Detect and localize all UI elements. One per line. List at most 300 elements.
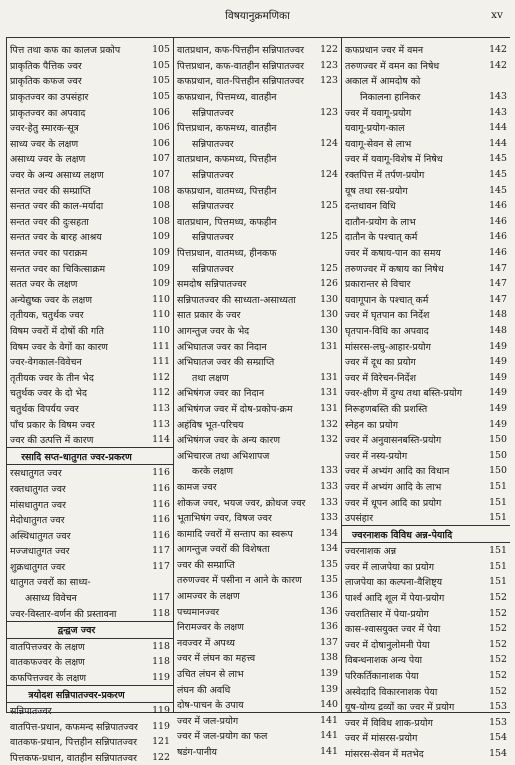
entry-title xyxy=(174,199,314,212)
entry-page-number: 145 xyxy=(489,169,507,181)
index-entry xyxy=(174,214,341,230)
index-entry xyxy=(342,652,510,668)
index-entry xyxy=(7,719,173,735)
entry-page-number: 149 xyxy=(489,402,507,414)
index-entry xyxy=(7,496,173,512)
index-entry xyxy=(174,338,341,354)
index-entry xyxy=(174,588,341,604)
index-column-1 xyxy=(7,38,174,765)
index-entry xyxy=(342,385,510,401)
entry-title xyxy=(174,542,314,555)
entry-title xyxy=(174,605,314,618)
entry-title xyxy=(174,402,314,415)
entry-title-text: अभिषंगज ज्वर के अन्य कारण xyxy=(177,435,280,447)
index-entry xyxy=(7,136,173,152)
entry-title xyxy=(174,620,314,633)
entry-title-text: तरुणज्वर में पसीना न आने के कारण xyxy=(177,575,302,587)
index-entry xyxy=(7,465,173,481)
entry-title xyxy=(174,496,314,509)
entry-page-number: 147 xyxy=(489,293,507,305)
entry-title-text: ज्वर में विविध शाक-प्रयोग xyxy=(345,717,433,729)
entry-title xyxy=(7,751,146,764)
index-entry xyxy=(174,385,341,401)
index-entry xyxy=(174,260,341,276)
entry-title-text: शोकज ज्वर, भयज ज्वर, क्रोधज ज्वर xyxy=(177,497,306,509)
index-entry xyxy=(7,323,173,339)
index-entry xyxy=(342,198,510,214)
entry-title-text: कफप्रधान ज्वर में वमन xyxy=(345,45,424,57)
index-entry xyxy=(7,292,173,308)
index-column-2 xyxy=(174,38,342,759)
index-entry xyxy=(342,323,510,339)
entry-title-text: ज्वर में जल-प्रयोग xyxy=(177,715,239,727)
section-heading xyxy=(7,622,173,639)
entry-title xyxy=(7,59,146,72)
entry-page-number: 123 xyxy=(320,106,338,118)
index-entry xyxy=(174,89,341,105)
entry-title xyxy=(342,607,483,620)
index-entry xyxy=(7,73,173,89)
entry-title-text: उपसंहार xyxy=(345,513,374,525)
entry-page-number: 147 xyxy=(489,278,507,290)
entry-title xyxy=(342,246,483,259)
entry-title xyxy=(7,704,146,717)
entry-page-number: 131 xyxy=(320,371,338,383)
entry-page-number: 110 xyxy=(152,293,170,305)
index-entry xyxy=(342,590,510,606)
entry-page-number: 131 xyxy=(320,402,338,414)
entry-page-number: 114 xyxy=(152,434,170,446)
entry-page-number: 108 xyxy=(152,184,170,196)
index-entry xyxy=(174,463,341,479)
index-entry xyxy=(342,559,510,575)
entry-page-number: 137 xyxy=(320,636,338,648)
entry-title xyxy=(7,137,146,150)
entry-title xyxy=(7,513,146,526)
entry-title-text: प्रकारान्तर से विचार xyxy=(345,279,411,291)
entry-title-text: कास-श्वासयुक्त ज्वर में पेया xyxy=(345,624,441,636)
index-entry xyxy=(342,229,510,245)
entry-page-number: 132 xyxy=(320,434,338,446)
entry-title-text: अभिषंगज ज्वर का निदान xyxy=(177,388,265,400)
entry-title xyxy=(342,747,483,760)
index-entry xyxy=(342,104,510,120)
entry-title-text: वातप्रधान, कफ-पित्तहीन सन्निपातज्वर xyxy=(177,45,304,57)
entry-title-text: ज्वर में मांसरस-प्रयोग xyxy=(345,733,418,745)
entry-page-number: 107 xyxy=(152,153,170,165)
entry-page-number: 116 xyxy=(152,482,170,494)
entry-title xyxy=(174,121,314,134)
entry-title-text: शुक्रधातुगत ज्वर xyxy=(10,561,66,573)
entry-page-number: 151 xyxy=(489,545,507,557)
entry-title xyxy=(174,184,314,197)
entry-title xyxy=(342,152,483,165)
entry-page-number: 151 xyxy=(489,576,507,588)
index-entry xyxy=(7,42,173,58)
entry-title-text: तथा लक्षण xyxy=(192,372,229,384)
entry-title-text: सन्निपातज्वर xyxy=(192,170,234,182)
entry-title xyxy=(342,184,483,197)
entry-title-text: उचित लंघन से लाभ xyxy=(177,669,244,681)
index-entry xyxy=(174,73,341,89)
entry-title xyxy=(342,308,483,321)
index-entry xyxy=(174,292,341,308)
entry-page-number: 141 xyxy=(320,714,338,726)
index-entry xyxy=(342,338,510,354)
entry-page-number: 117 xyxy=(152,592,170,604)
entry-title xyxy=(342,402,483,415)
index-entry xyxy=(174,479,341,495)
index-entry xyxy=(7,229,173,245)
index-entry xyxy=(342,354,510,370)
index-entry xyxy=(7,354,173,370)
entry-title-text: प्राकृतिक कफज ज्वर xyxy=(10,76,82,88)
entry-title xyxy=(7,324,146,337)
entry-title-text: ज्वर में घृतपान का निर्देश xyxy=(345,310,430,322)
entry-title xyxy=(342,371,483,384)
entry-title xyxy=(342,511,483,524)
entry-title-text: यूष-योग्य द्रव्यों का ज्वर में प्रयोग xyxy=(345,702,455,714)
entry-title xyxy=(174,355,314,368)
index-entry xyxy=(342,510,510,527)
entry-title-text: दन्तधावन विधि xyxy=(345,201,396,213)
entry-title-text: कामादि ज्वरों में सन्ताप का स्वरूप xyxy=(177,528,293,540)
entry-title-text: तरुणज्वर में वमन का निषेध xyxy=(345,60,440,72)
entry-title xyxy=(7,482,146,495)
entry-title xyxy=(174,480,314,493)
entry-page-number: 113 xyxy=(152,402,170,414)
index-entry xyxy=(342,401,510,417)
index-entry xyxy=(342,605,510,621)
entry-title xyxy=(174,168,314,181)
entry-title-text: आमज्वर के लक्षण xyxy=(177,591,240,603)
entry-title xyxy=(342,464,483,477)
entry-page-number: 152 xyxy=(489,623,507,635)
entry-page-number: 121 xyxy=(152,736,170,748)
entry-page-number: 138 xyxy=(320,652,338,664)
entry-title xyxy=(174,215,314,228)
entry-page-number: 123 xyxy=(320,59,338,71)
entry-page-number: 139 xyxy=(320,683,338,695)
entry-title xyxy=(7,591,146,604)
index-entry xyxy=(7,151,173,167)
entry-title-text: सन्तत ज्वर का पराक्रम xyxy=(10,248,88,260)
index-entry xyxy=(7,214,173,230)
index-entry xyxy=(342,151,510,167)
index-entry xyxy=(7,512,173,528)
entry-title xyxy=(174,667,314,680)
entry-title-text: ज्वर में अभ्यंग आदि का विधान xyxy=(345,466,450,478)
entry-title xyxy=(342,638,483,651)
entry-page-number: 108 xyxy=(152,200,170,212)
entry-page-number: 106 xyxy=(152,137,170,149)
entry-title xyxy=(174,230,314,243)
entry-title xyxy=(174,433,314,446)
entry-page-number: 111 xyxy=(152,340,170,352)
index-entry xyxy=(342,668,510,684)
index-entry xyxy=(174,245,341,261)
entry-title-text: चतुर्थक विपर्यय ज्वर xyxy=(10,403,79,415)
entry-page-number: 116 xyxy=(152,514,170,526)
index-entry xyxy=(7,432,173,449)
entry-page-number: 152 xyxy=(489,670,507,682)
index-entry xyxy=(342,432,510,448)
index-entry xyxy=(342,369,510,385)
index-entry xyxy=(7,703,173,719)
entry-page-number: 146 xyxy=(489,231,507,243)
index-entry xyxy=(342,447,510,463)
entry-title xyxy=(7,199,146,212)
entry-title xyxy=(7,575,146,588)
entry-page-number: 143 xyxy=(489,106,507,118)
entry-page-number: 152 xyxy=(489,592,507,604)
entry-title xyxy=(174,745,314,758)
index-entry xyxy=(174,447,341,463)
entry-title-text: करके लक्षण xyxy=(192,466,234,478)
entry-title-text: अकाल में आमदोष को xyxy=(345,76,421,88)
entry-page-number: 143 xyxy=(489,91,507,103)
page-header xyxy=(0,0,515,30)
entry-title xyxy=(7,418,146,431)
entry-page-number: 105 xyxy=(152,44,170,56)
entry-title-text: ज्वर-वेगकाल-विवेचन xyxy=(10,357,82,369)
entry-title-text: अन्येद्युष्क ज्वर के लक्षण xyxy=(10,294,92,306)
entry-title xyxy=(7,735,146,748)
entry-title-text: प्राकृतज्वर का अपवाद xyxy=(10,107,86,119)
entry-title-text: वातकफ-प्रधान, पित्तहीन सन्निपातज्वर xyxy=(10,737,137,749)
entry-title-text: रसधातुगत ज्वर xyxy=(10,468,62,480)
entry-page-number: 106 xyxy=(152,122,170,134)
entry-title-text: ज्वर में यवागू-प्रयोग xyxy=(345,107,412,119)
entry-page-number: 135 xyxy=(320,558,338,570)
entry-page-number: 152 xyxy=(489,607,507,619)
entry-title xyxy=(7,293,146,306)
entry-title-text: निरामज्वर के लक्षण xyxy=(177,622,244,634)
index-entry xyxy=(174,635,341,651)
entry-title-text: वातप्रधान, पित्तमध्य, कफहीन xyxy=(177,216,277,228)
index-entry xyxy=(7,167,173,183)
entry-title xyxy=(342,622,483,635)
entry-page-number: 135 xyxy=(320,574,338,586)
entry-title xyxy=(342,418,483,431)
entry-title xyxy=(7,544,146,557)
entry-page-number: 153 xyxy=(489,716,507,728)
index-entry xyxy=(174,541,341,557)
entry-page-number: 109 xyxy=(152,247,170,259)
index-entry xyxy=(7,481,173,497)
entry-title-text: विबन्धनाशक अन्य पेया xyxy=(345,655,423,667)
index-entry xyxy=(174,307,341,323)
index-entry xyxy=(174,354,341,370)
entry-title-text: ज्वर-क्षीण में दुग्ध तथा बस्ति-प्रयोग xyxy=(345,388,463,400)
entry-page-number: 146 xyxy=(489,247,507,259)
entry-title-text: ज्वर में धूपन आदि का प्रयोग xyxy=(345,497,442,509)
page-title: विषयानुक्रमणिका xyxy=(225,10,290,22)
entry-title-text: सात प्रकार के ज्वर xyxy=(177,310,241,322)
index-entry xyxy=(7,670,173,687)
index-entry xyxy=(7,543,173,559)
entry-title xyxy=(7,168,146,181)
entry-title-text: कफपित्तज्वर के लक्षण xyxy=(10,673,87,685)
index-entry xyxy=(174,167,341,183)
entry-title-text: धातुगत ज्वरों का साध्य- xyxy=(10,577,91,589)
entry-title-text: मांसरस-सेवन में मतभेद xyxy=(345,749,424,761)
entry-page-number: 118 xyxy=(152,607,170,619)
entry-page-number: 119 xyxy=(152,720,170,732)
index-entry xyxy=(342,214,510,230)
entry-title xyxy=(342,560,483,573)
index-entry xyxy=(174,728,341,744)
entry-title xyxy=(174,386,314,399)
index-entry xyxy=(174,681,341,697)
entry-title xyxy=(7,560,146,573)
entry-title xyxy=(342,262,483,275)
index-entry xyxy=(174,120,341,136)
entry-title xyxy=(7,277,146,290)
index-entry xyxy=(174,401,341,417)
entry-page-number: 105 xyxy=(152,75,170,87)
index-entry xyxy=(174,198,341,214)
entry-page-number: 131 xyxy=(320,387,338,399)
index-entry xyxy=(342,637,510,653)
entry-title-text: तरुणज्वर में कषाय का निषेध xyxy=(345,263,444,275)
entry-title-text: प्राकृतज्वर का उपसंहार xyxy=(10,92,89,104)
entry-title-text: सन्तत ज्वर की सम्प्राप्ति xyxy=(10,185,91,197)
entry-page-number: 145 xyxy=(489,153,507,165)
entry-title xyxy=(342,340,483,353)
index-entry xyxy=(174,619,341,635)
entry-title xyxy=(342,59,483,72)
entry-title-text: ज्वर-विस्तार-वर्णन की प्रस्तावना xyxy=(10,608,117,620)
entry-page-number: 118 xyxy=(152,640,170,652)
entry-title-text: वातपित्त-प्रधान, कफमन्द सन्निपातज्वर xyxy=(10,721,138,733)
entry-title xyxy=(174,293,314,306)
index-table xyxy=(6,37,510,765)
entry-page-number: 130 xyxy=(320,293,338,305)
entry-title-text: विषम ज्वरों में दोषों की गति xyxy=(10,325,104,337)
entry-page-number: 111 xyxy=(152,356,170,368)
entry-page-number: 142 xyxy=(489,59,507,71)
entry-title-text: मांसरस-लघु-आहार-प्रयोग xyxy=(345,341,431,353)
index-entry xyxy=(342,621,510,637)
index-entry xyxy=(7,401,173,417)
index-entry xyxy=(7,654,173,670)
index-entry xyxy=(342,416,510,432)
entry-title-text: सतत ज्वर के लक्षण xyxy=(10,279,78,291)
entry-page-number: 149 xyxy=(489,340,507,352)
entry-title xyxy=(342,433,483,446)
entry-title xyxy=(174,651,314,664)
entry-title xyxy=(342,74,483,87)
entry-title-text: स्नेहन का प्रयोग xyxy=(345,419,399,431)
entry-page-number: 118 xyxy=(152,656,170,668)
index-entry xyxy=(174,666,341,682)
index-entry xyxy=(342,42,510,58)
index-entry xyxy=(174,713,341,729)
entry-title-text: सन्तत ज्वर का चिकित्साक्रम xyxy=(10,263,106,275)
entry-title xyxy=(174,106,314,119)
index-entry xyxy=(7,89,173,105)
entry-page-number: 139 xyxy=(320,668,338,680)
index-entry xyxy=(342,182,510,198)
entry-page-number: 141 xyxy=(320,746,338,758)
entry-page-number: 130 xyxy=(320,309,338,321)
entry-title-text: ज्वर के अन्य असाध्य लक्षण xyxy=(10,170,104,182)
index-entry xyxy=(174,58,341,74)
entry-page-number: 124 xyxy=(320,169,338,181)
entry-page-number: 154 xyxy=(489,748,507,760)
entry-title xyxy=(174,340,314,353)
index-entry xyxy=(342,58,510,74)
index-entry xyxy=(7,338,173,354)
index-entry xyxy=(174,744,341,760)
entry-title xyxy=(342,137,483,150)
index-entry xyxy=(7,385,173,401)
entry-title-text: तृतीयक, चतुर्थक ज्वर xyxy=(10,310,84,322)
entry-title xyxy=(7,607,146,620)
entry-page-number: 136 xyxy=(320,621,338,633)
entry-page-number: 117 xyxy=(152,560,170,572)
entry-page-number: 119 xyxy=(152,672,170,684)
entry-title-text: नवज्वर में अपथ्य xyxy=(177,637,235,649)
index-entry xyxy=(174,510,341,526)
index-entry xyxy=(342,494,510,510)
index-entry xyxy=(7,734,173,750)
entry-title-text: असाध्य विवेचन xyxy=(25,593,77,605)
entry-title-text: परिकर्तिकानाशक पेया xyxy=(345,671,419,683)
entry-page-number: 154 xyxy=(489,732,507,744)
entry-title xyxy=(174,246,314,259)
entry-page-number: 116 xyxy=(152,467,170,479)
entry-title-text: यूष तथा रस-प्रयोग xyxy=(345,185,408,197)
entry-page-number: 116 xyxy=(152,529,170,541)
entry-title-text: सन्निपातज्वर xyxy=(192,138,234,150)
entry-page-number: 133 xyxy=(320,465,338,477)
section-heading xyxy=(7,686,173,703)
entry-title xyxy=(342,669,483,682)
entry-page-number: 149 xyxy=(489,356,507,368)
entry-title xyxy=(174,558,314,571)
entry-title xyxy=(7,688,146,701)
entry-title-text: रक्तपित्त में तर्पण-प्रयोग xyxy=(345,170,425,182)
index-entry xyxy=(342,479,510,495)
index-column-3 xyxy=(342,38,510,761)
entry-title-text: अहंविष भूत-परिचय xyxy=(177,419,244,431)
entry-page-number: 123 xyxy=(320,75,338,87)
entry-title xyxy=(7,655,146,668)
entry-page-number: 148 xyxy=(489,324,507,336)
index-entry xyxy=(7,750,173,765)
entry-title-text: पित्तप्रधान, कफ-वातहीन सन्निपातज्वर xyxy=(177,60,304,72)
entry-title xyxy=(174,573,314,586)
entry-title-text: निरूहणबस्ति की प्रशस्ति xyxy=(345,403,428,415)
entry-title xyxy=(7,184,146,197)
entry-page-number: 140 xyxy=(320,699,338,711)
index-entry xyxy=(7,574,173,590)
entry-title-text: ज्वर में दूध का प्रयोग xyxy=(345,357,416,369)
entry-page-number: 106 xyxy=(152,106,170,118)
entry-title-text: साध्य ज्वर के लक्षण xyxy=(10,138,79,150)
index-entry xyxy=(342,307,510,323)
entry-page-number: 122 xyxy=(152,752,170,764)
entry-title xyxy=(174,729,314,742)
entry-title xyxy=(342,293,483,306)
entry-title xyxy=(7,498,146,511)
entry-page-number: 144 xyxy=(489,137,507,149)
entry-title-text: सन्निपातज्वर xyxy=(192,107,234,119)
entry-page-number: 152 xyxy=(489,654,507,666)
entry-page-number: 109 xyxy=(152,231,170,243)
